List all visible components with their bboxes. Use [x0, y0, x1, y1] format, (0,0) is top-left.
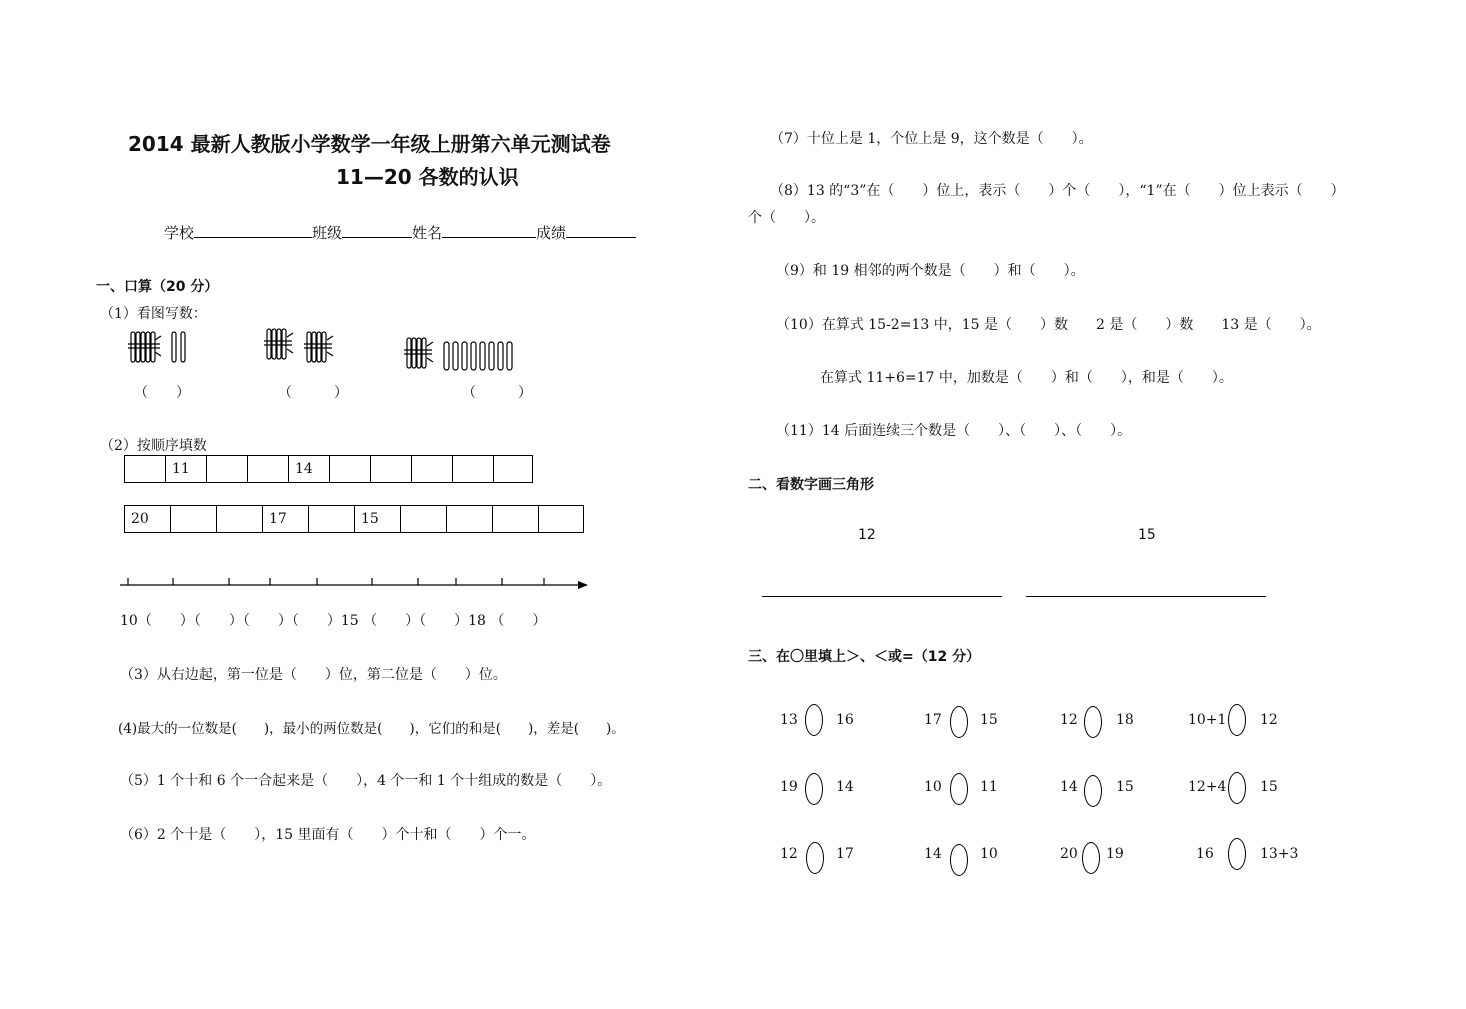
seq-cell[interactable]	[171, 506, 217, 533]
class-field[interactable]	[342, 223, 412, 238]
q11: （11）14 后面连续三个数是（ ）、（ ）、（ ）。	[776, 423, 1132, 439]
compare-right: 14	[836, 779, 854, 795]
q6: （6）2 个十是（ ），15 里面有（ ）个十和（ ）个一。	[120, 827, 536, 843]
seq-cell[interactable]: 11	[166, 456, 207, 483]
q1-blank-3[interactable]: （ ）	[462, 385, 532, 401]
number-line	[118, 574, 594, 594]
q5: （5）1 个十和 6 个一合起来是（ ），4 个一和 1 个十组成的数是（ ）。	[120, 773, 612, 789]
info-line	[164, 222, 636, 243]
compare-circle[interactable]	[950, 773, 968, 805]
compare-left: 10	[924, 779, 942, 795]
school-field[interactable]	[194, 223, 312, 238]
compare-left: 20	[1060, 846, 1078, 862]
compare-circle[interactable]	[806, 842, 824, 874]
seq-cell[interactable]	[412, 456, 453, 483]
compare-right: 10	[980, 846, 998, 862]
stick-bundle-icon	[404, 338, 433, 368]
compare-circle[interactable]	[805, 704, 823, 736]
triangle-line-a[interactable]	[762, 596, 1002, 597]
seq-cell[interactable]	[447, 506, 493, 533]
compare-right: 15	[1260, 779, 1278, 795]
triangle-count-a: 12	[858, 527, 876, 543]
seq-cell[interactable]	[401, 506, 447, 533]
q8-line2: 个（ ）。	[748, 210, 825, 226]
name-field[interactable]	[442, 223, 536, 238]
compare-right: 19	[1106, 846, 1124, 862]
compare-left: 10+1	[1188, 712, 1227, 728]
score-label: 成绩	[536, 224, 567, 242]
seq-cell[interactable]: 15	[355, 506, 401, 533]
seq-cell[interactable]: 20	[125, 506, 171, 533]
q8-line1: （8）13 的“3”在（ ）位上，表示（ ）个（ ），“1”在（ ）位上表示（ ）	[770, 183, 1345, 199]
school-label: 学校	[164, 224, 195, 242]
stick-bundles-illustration	[126, 326, 526, 372]
q9: （9）和 19 相邻的两个数是（ ）和（ ）。	[776, 263, 1085, 279]
sequence-row-1	[124, 455, 533, 483]
q4: (4)最大的一位数是( )，最小的两位数是( )，它们的和是( )，差是( )。	[118, 721, 625, 737]
class-label: 班级	[312, 224, 343, 242]
sequence-row-2	[124, 505, 584, 533]
compare-left: 14	[1060, 779, 1078, 795]
seq-cell[interactable]	[125, 456, 166, 483]
seq-cell[interactable]: 14	[289, 456, 330, 483]
compare-circle[interactable]	[1228, 838, 1246, 870]
seq-cell[interactable]	[330, 456, 371, 483]
part2-heading: 二、看数字画三角形	[748, 477, 874, 493]
seq-cell[interactable]	[494, 456, 533, 483]
part1-heading: 一、口算（20 分）	[96, 279, 219, 295]
compare-right: 17	[836, 846, 854, 862]
arrow-icon	[578, 581, 588, 589]
page-subtitle: 11—20 各数的认识	[336, 165, 519, 189]
compare-circle[interactable]	[805, 773, 823, 805]
triangle-count-b: 15	[1138, 527, 1156, 543]
compare-left: 19	[780, 779, 798, 795]
stick-bundle-icon	[128, 332, 161, 362]
compare-left: 12	[1060, 712, 1078, 728]
seq-cell[interactable]	[371, 456, 412, 483]
compare-left: 12	[780, 846, 798, 862]
seq-cell[interactable]: 17	[263, 506, 309, 533]
compare-left: 13	[780, 712, 798, 728]
compare-right: 12	[1260, 712, 1278, 728]
score-field[interactable]	[566, 223, 636, 238]
single-sticks-icon	[444, 342, 512, 370]
seq-cell[interactable]	[207, 456, 248, 483]
part3-heading: 三、在〇里填上＞、＜或=（12 分）	[748, 649, 981, 665]
q1-blank-2[interactable]: （ ）	[278, 385, 348, 401]
compare-left: 16	[1196, 846, 1214, 862]
compare-left: 17	[924, 712, 942, 728]
q10-line1: （10）在算式 15-2=13 中，15 是（ ）数 2 是（ ）数 13 是（ ）。	[776, 317, 1321, 333]
compare-right: 15	[980, 712, 998, 728]
seq-cell[interactable]	[493, 506, 539, 533]
triangle-line-b[interactable]	[1026, 596, 1266, 597]
compare-circle[interactable]	[950, 844, 968, 876]
compare-circle[interactable]	[1228, 704, 1246, 736]
compare-right: 15	[1116, 779, 1134, 795]
compare-left: 12+4	[1188, 779, 1227, 795]
compare-circle[interactable]	[1082, 842, 1100, 874]
compare-left: 14	[924, 846, 942, 862]
compare-circle[interactable]	[950, 706, 968, 738]
compare-right: 16	[836, 712, 854, 728]
stick-bundle-icon	[264, 329, 293, 359]
compare-right: 11	[980, 779, 998, 795]
seq-cell[interactable]	[217, 506, 263, 533]
compare-circle[interactable]	[1084, 775, 1102, 807]
q2-label: （2）按顺序填数	[100, 438, 207, 454]
q10-line2: 在算式 11+6=17 中，加数是（ ）和（ ），和是（ ）。	[820, 370, 1233, 386]
name-label: 姓名	[412, 224, 443, 242]
q7: （7）十位上是 1，个位上是 9，这个数是（ ）。	[770, 131, 1093, 147]
page-title: 2014 最新人教版小学数学一年级上册第六单元测试卷	[128, 132, 611, 156]
single-stick-icon	[172, 332, 176, 362]
q3: （3）从右边起，第一位是（ ）位，第二位是（ ）位。	[120, 667, 507, 683]
number-line-blanks[interactable]: 10（ ）（ ）（ ）（ ）15 （ ）（ ）18 （ ）	[120, 613, 547, 629]
seq-cell[interactable]	[248, 456, 289, 483]
compare-circle[interactable]	[1228, 772, 1246, 804]
seq-cell[interactable]	[309, 506, 355, 533]
compare-right: 13+3	[1260, 846, 1299, 862]
compare-right: 18	[1116, 712, 1134, 728]
stick-bundle-icon	[304, 332, 333, 362]
seq-cell[interactable]	[539, 506, 584, 533]
single-stick-icon	[181, 332, 185, 362]
q1-label: （1）看图写数：	[100, 306, 207, 322]
seq-cell[interactable]	[453, 456, 494, 483]
compare-circle[interactable]	[1084, 706, 1102, 738]
q1-blank-1[interactable]: （ ）	[134, 385, 190, 401]
